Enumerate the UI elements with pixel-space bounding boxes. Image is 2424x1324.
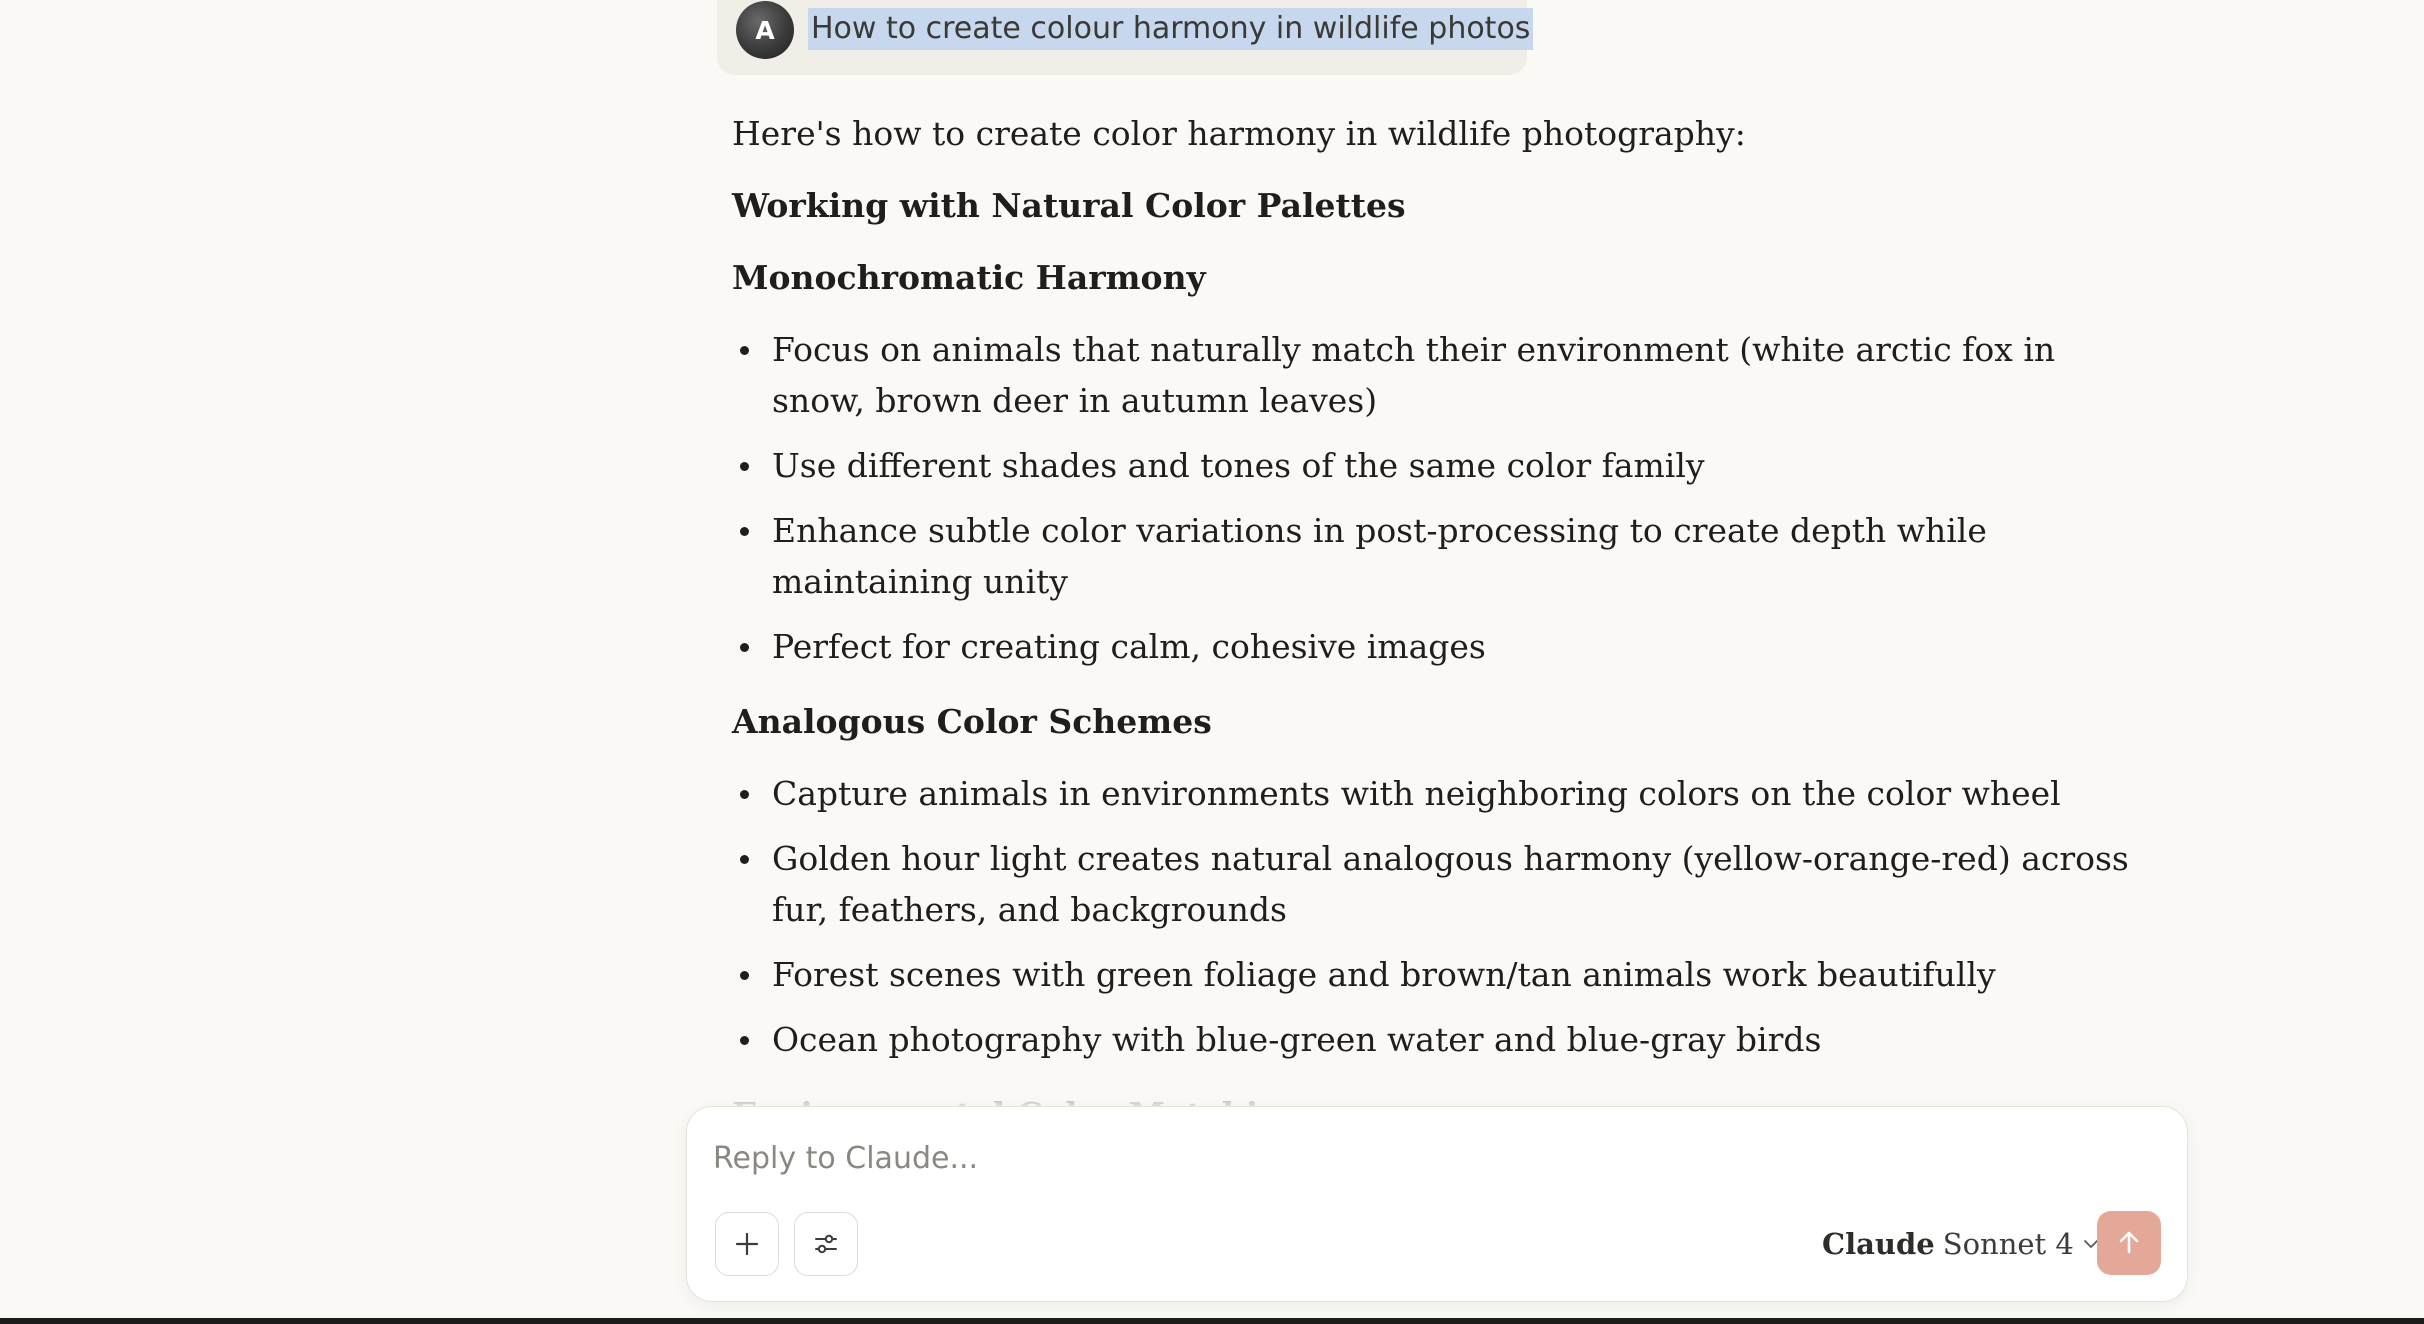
list-item: Use different shades and tones of the same color family xyxy=(732,440,2132,491)
response-intro: Here's how to create color harmony in wildlife photography: xyxy=(732,114,1746,153)
arrow-up-icon xyxy=(2115,1229,2143,1257)
model-brand: Claude xyxy=(1822,1227,1935,1261)
assistant-response xyxy=(732,108,2132,1161)
add-attachment-button[interactable] xyxy=(715,1212,779,1276)
user-avatar: A xyxy=(736,1,794,59)
plus-icon xyxy=(734,1231,760,1257)
model-selector[interactable] xyxy=(1822,1219,2100,1269)
list-item: Focus on animals that naturally match their environment (white arctic fox in snow, brown deer in autumn leaves) xyxy=(732,324,2132,426)
bottom-edge-strip xyxy=(0,1318,2424,1324)
model-name: Sonnet 4 xyxy=(1942,1227,2074,1261)
heading-analogous-color-schemes: Analogous Color Schemes xyxy=(732,702,1212,741)
analogous-list xyxy=(732,768,2132,1065)
list-item: Capture animals in environments with neighboring colors on the color wheel xyxy=(732,768,2132,819)
sliders-icon xyxy=(812,1230,840,1258)
heading-monochromatic-harmony: Monochromatic Harmony xyxy=(732,258,1206,297)
reply-input[interactable] xyxy=(713,1133,1913,1183)
list-item: Golden hour light creates natural analogous harmony (yellow-orange-red) across fur, feathers, and backgrounds xyxy=(732,833,2132,935)
list-item: Enhance subtle color variations in post-processing to create depth while maintaining unity xyxy=(732,505,2132,607)
list-item: Forest scenes with green foliage and brown/tan animals work beautifully xyxy=(732,949,2132,1000)
scroll-fade xyxy=(0,1070,2424,1110)
reply-composer xyxy=(686,1106,2188,1302)
tools-button[interactable] xyxy=(794,1212,858,1276)
send-button[interactable] xyxy=(2097,1211,2161,1275)
user-message-text[interactable]: How to create colour harmony in wildlife photos xyxy=(808,8,1533,50)
list-item: Ocean photography with blue-green water and blue-gray birds xyxy=(732,1014,2132,1065)
heading-natural-color-palettes: Working with Natural Color Palettes xyxy=(732,186,1406,225)
list-item: Perfect for creating calm, cohesive images xyxy=(732,621,2132,672)
monochromatic-list xyxy=(732,324,2132,672)
